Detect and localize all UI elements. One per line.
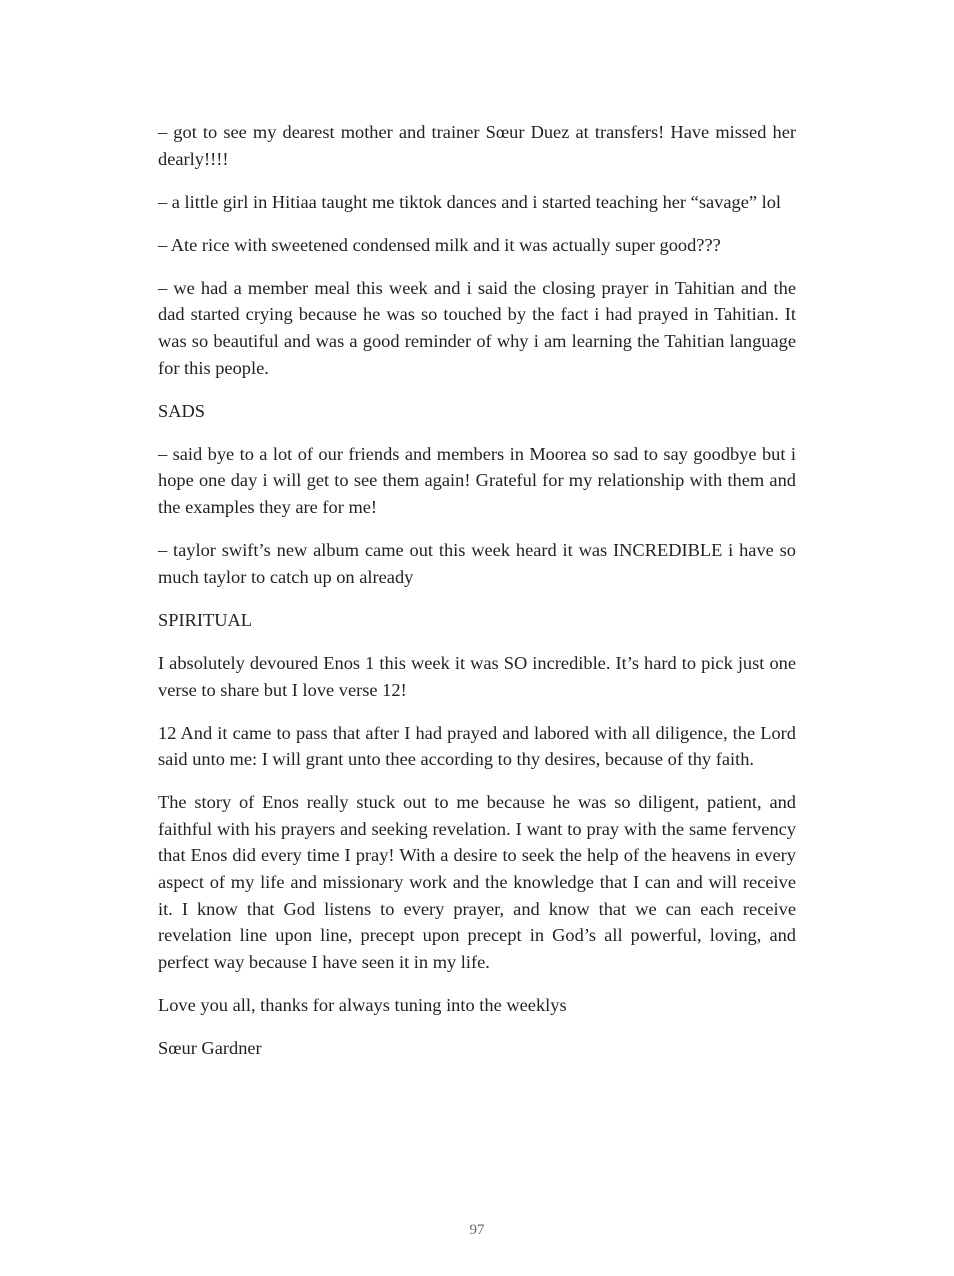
page-body [158, 119, 796, 1078]
signature: Sœur Gardner [158, 1038, 262, 1059]
highlight-item: – we had a member meal this week and i said the closing prayer in Tahitian and the dad started crying because he was so touched by the fact i had prayed in Tahitian. It was so beautiful and was a good reminder of why i am learning the Tahitian language for this people. [158, 277, 796, 378]
sads-item: – said bye to a lot of our friends and members in Moorea so sad to say goodbye but i hope one day i will get to see them again! Grateful for my relationship with them and the examples they are for me! [158, 443, 796, 518]
spiritual-reflection: The story of Enos really stuck out to me because he was so diligent, patient, and faithful with his prayers and seeking revelation. I want to pray with the same fervency that Enos did every time I pray! With a desire to seek the help of the heavens in every aspect of my life and missionary work and the knowledge that I can and will receive it. I know that God listens to every prayer, and know that we can each receive revelation line upon line, precept upon precept in God’s all powerful, loving, and perfect way because I have seen it in my life. [158, 792, 796, 972]
highlight-item: – Ate rice with sweetened condensed milk and it was actually super good??? [158, 234, 721, 255]
scripture-verse: 12 And it came to pass that after I had prayed and labored with all diligence, the Lord said unto me: I will grant unto thee according to thy desires, because of thy faith. [158, 722, 796, 770]
highlight-item: – got to see my dearest mother and trainer Sœur Duez at transfers! Have missed her dearly!!!! [158, 122, 796, 169]
sads-heading: SADS [158, 400, 206, 421]
spiritual-heading: SPIRITUAL [158, 609, 253, 630]
highlight-item: – a little girl in Hitiaa taught me tiktok dances and i started teaching her “savage” lol [158, 191, 782, 212]
spiritual-intro: I absolutely devoured Enos 1 this week it was SO incredible. It’s hard to pick just one verse to share but I love verse 12! [158, 652, 796, 700]
page-number: 97 [469, 1222, 485, 1238]
sads-item: – taylor swift’s new album came out this week heard it was INCREDIBLE i have so much taylor to catch up on already [158, 540, 796, 587]
closing-line: Love you all, thanks for always tuning into the weeklys [158, 994, 567, 1015]
